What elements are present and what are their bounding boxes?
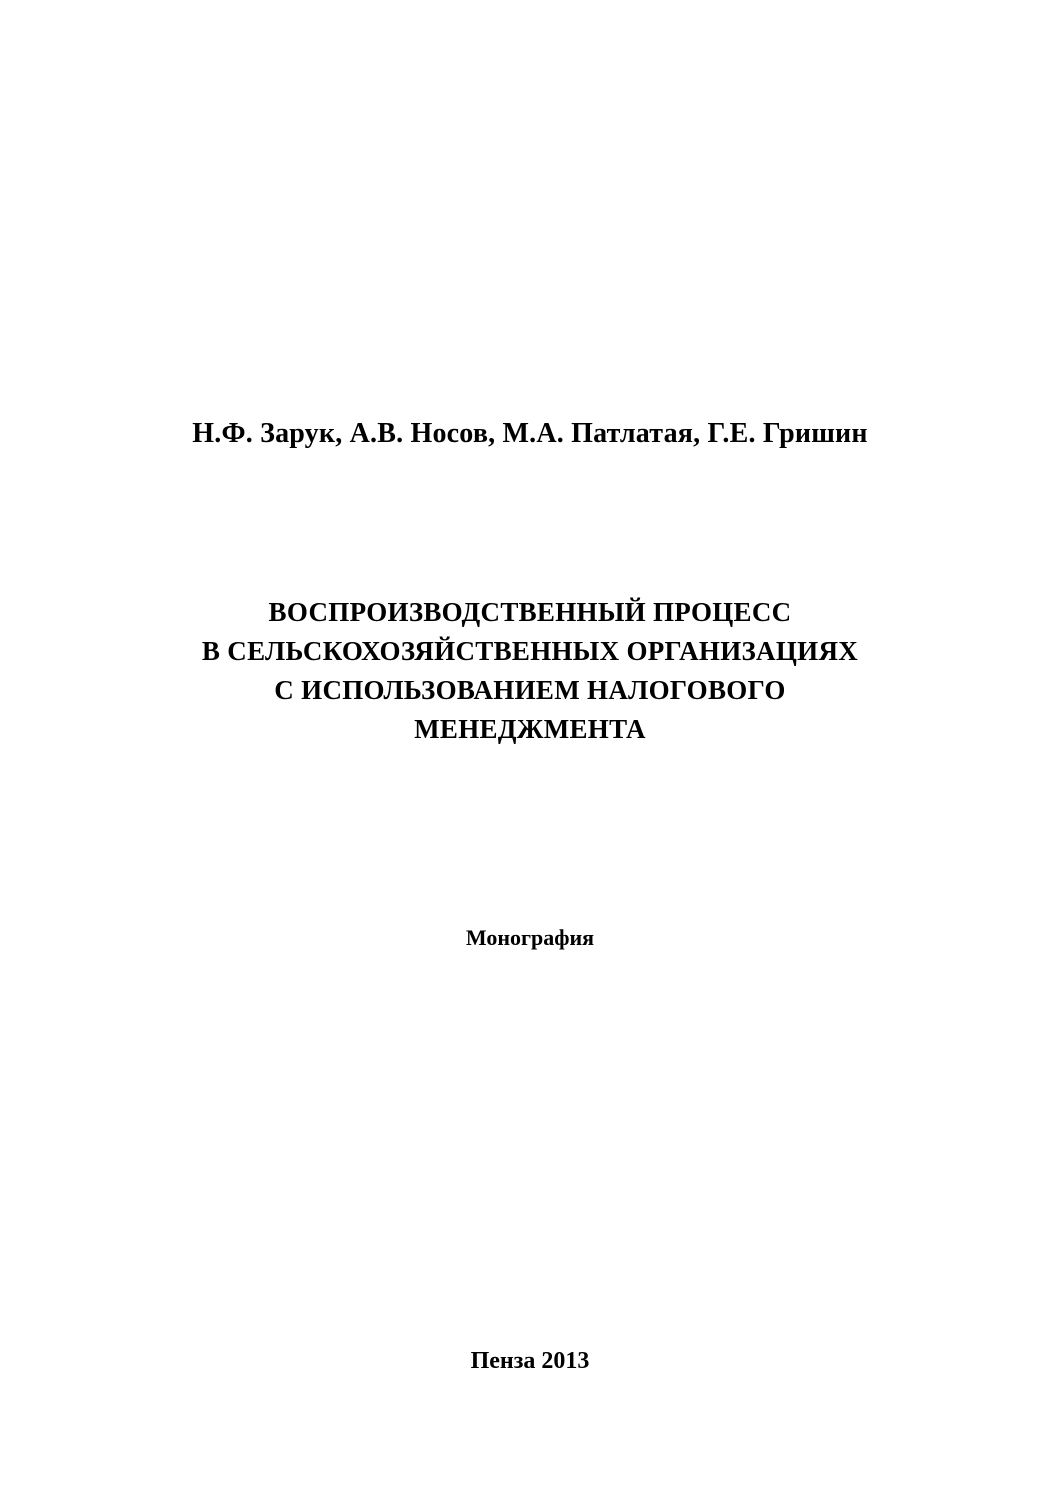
publication-type: Монография: [465, 925, 595, 950]
title-line: С ИСПОЛЬЗОВАНИЕМ НАЛОГОВОГО: [274, 675, 786, 705]
authors-line: Н.Ф. Зарук, А.В. Носов, М.А. Патлатая, Г.Е. Гришин: [192, 418, 868, 449]
title-line: ВОСПРОИЗВОДСТВЕННЫЙ ПРОЦЕСС: [268, 597, 792, 627]
title-line: В СЕЛЬСКОХОЗЯЙСТВЕННЫХ ОРГАНИЗАЦИЯХ: [201, 636, 859, 666]
place-and-year: Пенза 2013: [470, 1348, 590, 1374]
title-line: МЕНЕДЖМЕНТА: [414, 714, 646, 744]
book-title: [0, 593, 1060, 749]
